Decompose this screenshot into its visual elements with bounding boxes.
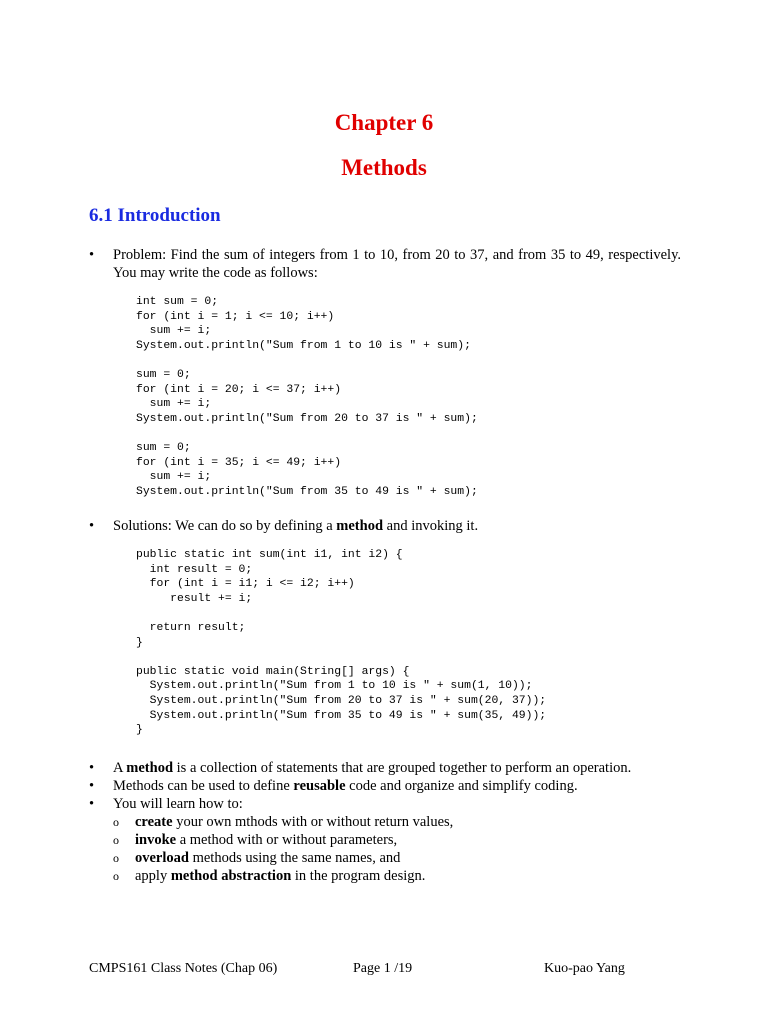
code-2-line: public static int sum(int i1, int i2) { <box>136 549 403 561</box>
code-1-line: sum += i; <box>136 471 212 484</box>
sub-bullet-bold: method abstraction <box>170 868 292 884</box>
code-2-line: System.out.println("Sum from 1 to 10 is " + sum(1, 10)); <box>136 680 533 693</box>
reusable-text-prefix: Methods can be used to define <box>113 778 290 794</box>
code-1-line: for (int i = 35; i <= 49; i++) <box>136 456 342 469</box>
footer-author: Kuo-pao Yang <box>544 961 625 976</box>
solutions-text-suffix: and invoking it. <box>386 518 479 534</box>
learn-text: You will learn how to: <box>113 796 243 812</box>
sub-bullet-icon: o <box>113 815 119 829</box>
sub-bullet-text: your own mthods with or without return values, <box>176 814 454 830</box>
code-1-line: System.out.println("Sum from 35 to 49 is " + sum); <box>136 485 478 498</box>
code-1-line <box>136 426 478 441</box>
code-2-line <box>136 606 546 621</box>
sub-bullet-bold: create <box>135 814 173 830</box>
code-1-line <box>136 353 478 368</box>
code-2-line: int result = 0; <box>136 563 253 576</box>
solutions-text-prefix: Solutions: We can do so by defining a <box>113 518 333 534</box>
sub-bullet-abstraction <box>89 867 681 885</box>
sub-bullet-text: methods using the same names, and <box>192 850 401 866</box>
code-1-line: System.out.println("Sum from 20 to 37 is " + sum); <box>136 412 478 425</box>
sub-bullet-bold: invoke <box>135 832 177 848</box>
method-text-suffix: is a collection of statements that are grouped together to perform an operation. <box>176 760 632 776</box>
code-1-line: System.out.println("Sum from 1 to 10 is " + sum); <box>136 339 471 352</box>
reusable-text-bold: reusable <box>293 778 346 794</box>
code-1-line: sum += i; <box>136 325 212 338</box>
method-text-prefix: A <box>113 760 123 776</box>
code-1-line: sum = 0; <box>136 368 191 381</box>
sub-bullet-text: a method with or without parameters, <box>179 832 398 848</box>
footer-course: CMPS161 Class Notes (Chap 06) <box>89 961 278 976</box>
chapter-title: Methods <box>341 155 427 180</box>
code-1-line: int sum = 0; <box>136 296 219 308</box>
bullet-learn <box>89 795 681 813</box>
bullet-icon: • <box>89 247 95 263</box>
footer-page-number: Page 1 /19 <box>353 961 413 976</box>
sub-bullet-invoke <box>89 831 681 849</box>
code-block-sum-loops <box>136 295 478 499</box>
code-2-line: } <box>136 636 143 649</box>
reusable-text-suffix: code and organize and simplify coding. <box>349 778 578 794</box>
code-2-line: public static void main(String[] args) { <box>136 665 410 678</box>
problem-bullet <box>89 246 681 282</box>
code-2-line: return result; <box>136 621 246 634</box>
problem-text: Problem: Find the sum of integers from 1 to 10, from 20 to 37, and from 35 to 49, respectively. You may write the code as follows: <box>113 247 681 281</box>
code-2-line: System.out.println("Sum from 20 to 37 is " + sum(20, 37)); <box>136 694 547 707</box>
sub-bullet-prefix: apply <box>135 868 168 884</box>
bullet-icon: • <box>89 760 95 776</box>
sub-bullet-icon: o <box>113 869 119 883</box>
method-text-bold: method <box>126 760 174 776</box>
code-2-line: } <box>136 724 143 737</box>
sub-bullet-bold: overload <box>135 850 189 866</box>
bullet-method-definition <box>89 759 681 777</box>
bullet-icon: • <box>89 796 95 812</box>
bullet-icon: • <box>89 518 95 534</box>
code-1-line: for (int i = 1; i <= 10; i++) <box>136 310 335 323</box>
code-block-sum-method <box>136 548 546 738</box>
sub-bullet-icon: o <box>113 833 119 847</box>
code-1-line: sum += i; <box>136 398 212 411</box>
sub-bullet-icon: o <box>113 851 119 865</box>
code-1-line: for (int i = 20; i <= 37; i++) <box>136 383 342 396</box>
bullet-reusable <box>89 777 681 795</box>
code-1-line: sum = 0; <box>136 441 191 454</box>
code-2-line: result += i; <box>136 592 253 605</box>
code-2-line: for (int i = i1; i <= i2; i++) <box>136 578 355 591</box>
solutions-text-bold: method <box>336 518 384 534</box>
chapter-number: Chapter 6 <box>334 110 434 135</box>
solutions-bullet <box>89 517 681 535</box>
sub-bullet-text: in the program design. <box>294 868 426 884</box>
code-2-line: System.out.println("Sum from 35 to 49 is " + sum(35, 49)); <box>136 709 547 722</box>
method-bullets <box>89 759 681 885</box>
code-2-line <box>136 650 546 665</box>
sub-bullet-create <box>89 813 681 831</box>
section-heading: 6.1 Introduction <box>89 205 221 226</box>
sub-bullet-overload <box>89 849 681 867</box>
bullet-icon: • <box>89 778 95 794</box>
